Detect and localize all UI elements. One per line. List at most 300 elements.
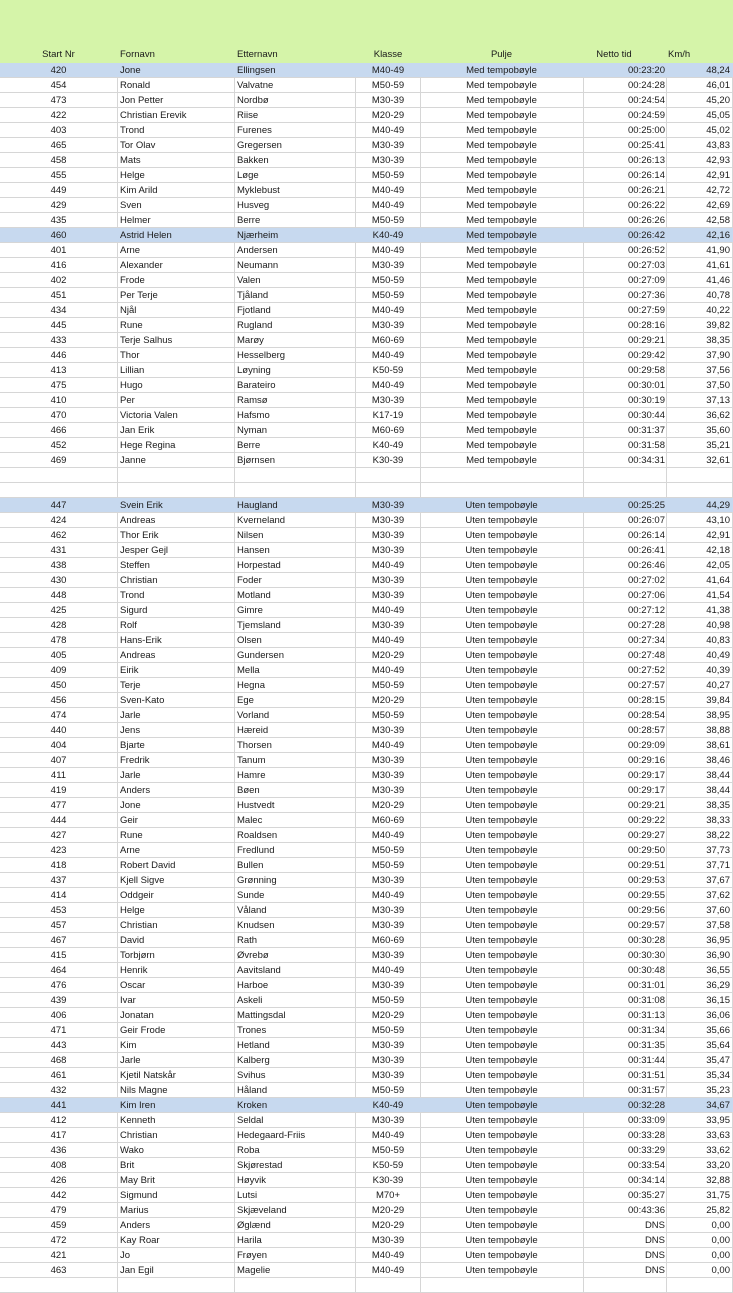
cell-start-nr: 433 <box>50 335 67 346</box>
cell-pulje: Uten tempobøyle <box>465 860 538 871</box>
table-row <box>0 78 733 93</box>
cell-kmh: 25,82 <box>706 1205 730 1216</box>
cell-netto-tid: 00:29:56 <box>628 905 665 916</box>
cell-fornavn: Hugo <box>120 380 143 391</box>
cell-pulje: Med tempobøyle <box>466 350 537 361</box>
cell-kmh: 42,93 <box>706 155 730 166</box>
table-row <box>0 978 733 993</box>
cell-fornavn: Thor Erik <box>120 530 159 541</box>
cell-klasse: M40-49 <box>371 665 405 676</box>
table-row <box>0 138 733 153</box>
table-row <box>0 963 733 978</box>
cell-start-nr: 405 <box>50 650 67 661</box>
cell-klasse: M30-39 <box>371 545 405 556</box>
cell-fornavn: Andreas <box>120 650 156 661</box>
cell-fornavn: Mats <box>120 155 141 166</box>
cell-fornavn: Jarle <box>120 770 141 781</box>
cell-etternavn: Ellingsen <box>237 65 276 76</box>
cell-klasse: M50-59 <box>371 170 405 181</box>
cell-kmh: 0,00 <box>711 1220 730 1231</box>
table-row <box>0 918 733 933</box>
table-row <box>0 543 733 558</box>
cell-fornavn: Hege Regina <box>120 440 176 451</box>
table-row <box>0 663 733 678</box>
cell-klasse: M30-39 <box>371 920 405 931</box>
cell-klasse: M40-49 <box>371 1250 405 1261</box>
cell-klasse: M50-59 <box>371 1145 405 1156</box>
cell-start-nr: 440 <box>50 725 67 736</box>
cell-fornavn: Helge <box>120 170 145 181</box>
cell-kmh: 39,84 <box>706 695 730 706</box>
cell-netto-tid: 00:35:27 <box>628 1190 665 1201</box>
cell-netto-tid: 00:31:01 <box>628 980 665 991</box>
cell-netto-tid: 00:26:21 <box>628 185 665 196</box>
cell-kmh: 40,83 <box>706 635 730 646</box>
cell-etternavn: Løge <box>237 170 259 181</box>
cell-klasse: K40-49 <box>372 440 404 451</box>
cell-klasse: M30-39 <box>371 905 405 916</box>
cell-pulje: Uten tempobøyle <box>465 650 538 661</box>
cell-etternavn: Hæreid <box>237 725 269 736</box>
cell-pulje: Uten tempobøyle <box>465 875 538 886</box>
cell-netto-tid: 00:26:41 <box>628 545 665 556</box>
cell-klasse: M30-39 <box>371 1235 405 1246</box>
cell-klasse: M50-59 <box>371 860 405 871</box>
cell-kmh: 41,64 <box>706 575 730 586</box>
table-row <box>0 408 733 423</box>
cell-fornavn: Rune <box>120 830 143 841</box>
cell-kmh: 41,54 <box>706 590 730 601</box>
cell-netto-tid: 00:29:09 <box>628 740 665 751</box>
table-row <box>0 498 733 513</box>
cell-etternavn: Motland <box>237 590 271 601</box>
table-row <box>0 213 733 228</box>
cell-kmh: 34,67 <box>706 1100 730 1111</box>
cell-kmh: 33,95 <box>706 1115 730 1126</box>
cell-klasse: M40-49 <box>371 635 405 646</box>
cell-etternavn: Våland <box>237 905 267 916</box>
cell-kmh: 36,90 <box>706 950 730 961</box>
cell-fornavn: Fredrik <box>120 755 150 766</box>
cell-pulje: Med tempobøyle <box>466 65 537 76</box>
cell-klasse: M30-39 <box>371 155 405 166</box>
cell-netto-tid: 00:43:36 <box>628 1205 665 1216</box>
cell-etternavn: Neumann <box>237 260 279 271</box>
cell-netto-tid: 00:31:13 <box>628 1010 665 1021</box>
cell-netto-tid: 00:30:19 <box>628 395 665 406</box>
cell-klasse: M40-49 <box>371 350 405 361</box>
cell-kmh: 35,66 <box>706 1025 730 1036</box>
cell-fornavn: Oscar <box>120 980 146 991</box>
cell-kmh: 0,00 <box>711 1250 730 1261</box>
cell-etternavn: Hedegaard-Friis <box>237 1130 306 1141</box>
cell-etternavn: Vorland <box>237 710 270 721</box>
cell-etternavn: Hamre <box>237 770 266 781</box>
cell-fornavn: Jone <box>120 65 141 76</box>
cell-klasse: M40-49 <box>371 1265 405 1276</box>
cell-netto-tid: DNS <box>644 1265 665 1276</box>
table-row <box>0 63 733 78</box>
cell-netto-tid: 00:29:17 <box>628 770 665 781</box>
cell-netto-tid: 00:31:34 <box>628 1025 665 1036</box>
cell-fornavn: Janne <box>120 455 146 466</box>
cell-kmh: 44,29 <box>706 500 730 511</box>
cell-pulje: Med tempobøyle <box>466 425 537 436</box>
cell-start-nr: 477 <box>50 800 67 811</box>
cell-pulje: Med tempobøyle <box>466 215 537 226</box>
table-row <box>0 1023 733 1038</box>
cell-netto-tid: 00:26:07 <box>628 515 665 526</box>
cell-fornavn: Christian <box>120 575 158 586</box>
cell-start-nr: 407 <box>50 755 67 766</box>
cell-fornavn: David <box>120 935 145 946</box>
table-row <box>0 843 733 858</box>
cell-etternavn: Fredlund <box>237 845 275 856</box>
cell-kmh: 40,98 <box>706 620 730 631</box>
cell-kmh: 43,10 <box>706 515 730 526</box>
cell-klasse: M50-59 <box>371 80 405 91</box>
header-start-nr: Start Nr <box>42 49 75 60</box>
cell-fornavn: Sven <box>120 200 142 211</box>
table-row <box>0 1038 733 1053</box>
cell-pulje: Uten tempobøyle <box>465 695 538 706</box>
cell-pulje: Uten tempobøyle <box>465 995 538 1006</box>
cell-pulje: Uten tempobøyle <box>465 1055 538 1066</box>
table-row <box>0 798 733 813</box>
cell-klasse: M50-59 <box>371 275 405 286</box>
cell-etternavn: Haugland <box>237 500 278 511</box>
cell-netto-tid: 00:27:03 <box>628 260 665 271</box>
cell-start-nr: 443 <box>50 1040 67 1051</box>
cell-etternavn: Ege <box>237 695 254 706</box>
cell-start-nr: 408 <box>50 1160 67 1171</box>
cell-pulje: Uten tempobøyle <box>465 1130 538 1141</box>
cell-kmh: 36,29 <box>706 980 730 991</box>
cell-kmh: 35,64 <box>706 1040 730 1051</box>
cell-start-nr: 424 <box>50 515 67 526</box>
cell-pulje: Med tempobøyle <box>466 95 537 106</box>
cell-netto-tid: 00:34:14 <box>628 1175 665 1186</box>
cell-fornavn: Arne <box>120 245 141 256</box>
cell-netto-tid: 00:30:01 <box>628 380 665 391</box>
cell-kmh: 0,00 <box>711 1235 730 1246</box>
cell-netto-tid: DNS <box>644 1250 665 1261</box>
cell-fornavn: Kim <box>120 1040 137 1051</box>
table-row <box>0 363 733 378</box>
cell-pulje: Med tempobøyle <box>466 365 537 376</box>
cell-netto-tid: 00:26:42 <box>628 230 665 241</box>
table-row <box>0 558 733 573</box>
cell-etternavn: Kalberg <box>237 1055 270 1066</box>
cell-etternavn: Seldal <box>237 1115 264 1126</box>
cell-netto-tid: 00:27:12 <box>628 605 665 616</box>
cell-fornavn: Ivar <box>120 995 136 1006</box>
cell-start-nr: 473 <box>50 95 67 106</box>
table-row <box>0 273 733 288</box>
cell-start-nr: 452 <box>50 440 67 451</box>
cell-netto-tid: 00:29:21 <box>628 335 665 346</box>
cell-kmh: 37,56 <box>706 365 730 376</box>
cell-netto-tid: 00:28:57 <box>628 725 665 736</box>
table-row <box>0 633 733 648</box>
cell-start-nr: 439 <box>50 995 67 1006</box>
cell-kmh: 42,58 <box>706 215 730 226</box>
cell-fornavn: Christian Erevik <box>120 110 187 121</box>
cell-pulje: Uten tempobøyle <box>465 1235 538 1246</box>
cell-klasse: M50-59 <box>371 845 405 856</box>
cell-klasse: M50-59 <box>371 995 405 1006</box>
cell-start-nr: 466 <box>50 425 67 436</box>
table-row <box>0 333 733 348</box>
cell-pulje: Uten tempobøyle <box>465 980 538 991</box>
cell-fornavn: Kim Arild <box>120 185 158 196</box>
cell-fornavn: Nils Magne <box>120 1085 168 1096</box>
cell-etternavn: Husveg <box>237 200 270 211</box>
cell-klasse: K50-59 <box>372 1160 404 1171</box>
cell-etternavn: Ramsø <box>237 395 268 406</box>
cell-etternavn: Foder <box>237 575 262 586</box>
cell-kmh: 38,88 <box>706 725 730 736</box>
cell-kmh: 37,73 <box>706 845 730 856</box>
cell-pulje: Uten tempobøyle <box>465 1115 538 1126</box>
cell-klasse: M20-29 <box>371 650 405 661</box>
cell-netto-tid: 00:33:09 <box>628 1115 665 1126</box>
cell-pulje: Med tempobøyle <box>466 410 537 421</box>
cell-klasse: M70+ <box>375 1190 401 1201</box>
cell-kmh: 46,01 <box>706 80 730 91</box>
cell-etternavn: Magelie <box>237 1265 271 1276</box>
header-fornavn: Fornavn <box>120 49 155 60</box>
cell-fornavn: May Brit <box>120 1175 155 1186</box>
cell-fornavn: Bjarte <box>120 740 145 751</box>
cell-klasse: M20-29 <box>371 1010 405 1021</box>
cell-klasse: M20-29 <box>371 110 405 121</box>
cell-netto-tid: 00:27:02 <box>628 575 665 586</box>
cell-etternavn: Skjæveland <box>237 1205 287 1216</box>
table-row <box>0 1113 733 1128</box>
cell-klasse: M30-39 <box>371 1115 405 1126</box>
cell-start-nr: 469 <box>50 455 67 466</box>
cell-netto-tid: 00:29:57 <box>628 920 665 931</box>
cell-start-nr: 403 <box>50 125 67 136</box>
cell-start-nr: 422 <box>50 110 67 121</box>
cell-klasse: M30-39 <box>371 770 405 781</box>
table-row <box>0 183 733 198</box>
cell-etternavn: Bullen <box>237 860 264 871</box>
cell-netto-tid: 00:31:44 <box>628 1055 665 1066</box>
cell-etternavn: Bakken <box>237 155 269 166</box>
table-row <box>0 933 733 948</box>
cell-pulje: Uten tempobøyle <box>465 1220 538 1231</box>
cell-etternavn: Malec <box>237 815 263 826</box>
cell-klasse: M40-49 <box>371 65 405 76</box>
cell-start-nr: 455 <box>50 170 67 181</box>
cell-kmh: 40,22 <box>706 305 730 316</box>
cell-start-nr: 421 <box>50 1250 67 1261</box>
cell-kmh: 41,61 <box>706 260 730 271</box>
cell-fornavn: Marius <box>120 1205 149 1216</box>
cell-kmh: 39,82 <box>706 320 730 331</box>
cell-etternavn: Roaldsen <box>237 830 278 841</box>
cell-kmh: 41,46 <box>706 275 730 286</box>
cell-netto-tid: 00:29:55 <box>628 890 665 901</box>
cell-kmh: 38,22 <box>706 830 730 841</box>
cell-netto-tid: 00:30:48 <box>628 965 665 976</box>
header-netto-tid: Netto tid <box>596 49 632 60</box>
cell-etternavn: Lutsi <box>237 1190 258 1201</box>
cell-netto-tid: 00:32:28 <box>628 1100 665 1111</box>
table-row <box>0 618 733 633</box>
cell-pulje: Med tempobøyle <box>466 260 537 271</box>
cell-start-nr: 441 <box>50 1100 67 1111</box>
cell-etternavn: Øvrebø <box>237 950 269 961</box>
cell-klasse: M50-59 <box>371 710 405 721</box>
cell-fornavn: Svein Erik <box>120 500 163 511</box>
cell-kmh: 42,91 <box>706 530 730 541</box>
cell-fornavn: Kim Iren <box>120 1100 156 1111</box>
table-row <box>0 1128 733 1143</box>
cell-kmh: 0,00 <box>711 1265 730 1276</box>
cell-pulje: Uten tempobøyle <box>465 740 538 751</box>
cell-klasse: M20-29 <box>371 800 405 811</box>
cell-fornavn: Terje Salhus <box>120 335 173 346</box>
cell-klasse: K30-39 <box>372 455 404 466</box>
cell-netto-tid: 00:31:08 <box>628 995 665 1006</box>
table-row <box>0 1203 733 1218</box>
cell-fornavn: Wako <box>120 1145 144 1156</box>
cell-etternavn: Svihus <box>237 1070 266 1081</box>
cell-etternavn: Tjåland <box>237 290 269 301</box>
cell-etternavn: Aavitsland <box>237 965 281 976</box>
cell-kmh: 45,20 <box>706 95 730 106</box>
cell-kmh: 37,90 <box>706 350 730 361</box>
table-row <box>0 468 733 483</box>
cell-pulje: Med tempobøyle <box>466 230 537 241</box>
cell-fornavn: Thor <box>120 350 140 361</box>
cell-etternavn: Berre <box>237 440 261 451</box>
cell-pulje: Med tempobøyle <box>466 245 537 256</box>
table-row <box>0 768 733 783</box>
cell-etternavn: Fjotland <box>237 305 271 316</box>
table-row <box>0 1008 733 1023</box>
cell-klasse: M40-49 <box>371 125 405 136</box>
table-row <box>0 108 733 123</box>
cell-pulje: Uten tempobøyle <box>465 635 538 646</box>
cell-start-nr: 456 <box>50 695 67 706</box>
cell-etternavn: Thorsen <box>237 740 272 751</box>
table-row <box>0 93 733 108</box>
cell-klasse: M30-39 <box>371 725 405 736</box>
cell-fornavn: Trond <box>120 590 145 601</box>
cell-klasse: M30-39 <box>371 1055 405 1066</box>
table-row <box>0 123 733 138</box>
cell-fornavn: Kay Roar <box>120 1235 160 1246</box>
cell-etternavn: Furenes <box>237 125 272 136</box>
cell-klasse: M30-39 <box>371 1070 405 1081</box>
cell-netto-tid: 00:31:35 <box>628 1040 665 1051</box>
cell-start-nr: 404 <box>50 740 67 751</box>
table-row <box>0 828 733 843</box>
cell-netto-tid: 00:30:44 <box>628 410 665 421</box>
cell-etternavn: Roba <box>237 1145 260 1156</box>
cell-pulje: Uten tempobøyle <box>465 530 538 541</box>
cell-netto-tid: 00:23:20 <box>628 65 665 76</box>
cell-fornavn: Alexander <box>120 260 163 271</box>
cell-etternavn: Tjemsland <box>237 620 281 631</box>
cell-start-nr: 444 <box>50 815 67 826</box>
cell-etternavn: Grønning <box>237 875 277 886</box>
cell-start-nr: 429 <box>50 200 67 211</box>
cell-klasse: M50-59 <box>371 1025 405 1036</box>
table-row <box>0 288 733 303</box>
cell-netto-tid: 00:27:57 <box>628 680 665 691</box>
cell-start-nr: 402 <box>50 275 67 286</box>
cell-etternavn: Kverneland <box>237 515 286 526</box>
cell-pulje: Med tempobøyle <box>466 140 537 151</box>
cell-start-nr: 449 <box>50 185 67 196</box>
cell-etternavn: Valen <box>237 275 261 286</box>
cell-etternavn: Myklebust <box>237 185 280 196</box>
cell-pulje: Uten tempobøyle <box>465 560 538 571</box>
table-row <box>0 513 733 528</box>
cell-etternavn: Knudsen <box>237 920 275 931</box>
cell-kmh: 43,83 <box>706 140 730 151</box>
cell-fornavn: Jon Petter <box>120 95 164 106</box>
cell-fornavn: Robert David <box>120 860 176 871</box>
cell-fornavn: Jan Egil <box>120 1265 154 1276</box>
cell-fornavn: Sven-Kato <box>120 695 165 706</box>
cell-netto-tid: 00:24:59 <box>628 110 665 121</box>
cell-klasse: M30-39 <box>371 95 405 106</box>
cell-pulje: Med tempobøyle <box>466 455 537 466</box>
cell-etternavn: Høyvik <box>237 1175 267 1186</box>
cell-netto-tid: 00:25:41 <box>628 140 665 151</box>
cell-start-nr: 447 <box>50 500 67 511</box>
cell-netto-tid: 00:29:27 <box>628 830 665 841</box>
table-row <box>0 753 733 768</box>
table-row <box>0 1143 733 1158</box>
cell-start-nr: 464 <box>50 965 67 976</box>
cell-kmh: 38,44 <box>706 770 730 781</box>
cell-fornavn: Geir <box>120 815 138 826</box>
cell-fornavn: Astrid Helen <box>120 230 172 241</box>
cell-kmh: 35,60 <box>706 425 730 436</box>
cell-klasse: M60-69 <box>371 935 405 946</box>
cell-klasse: M20-29 <box>371 695 405 706</box>
cell-start-nr: 430 <box>50 575 67 586</box>
cell-etternavn: Njærheim <box>237 230 279 241</box>
table-row <box>0 1248 733 1263</box>
cell-etternavn: Bøen <box>237 785 260 796</box>
header-kmh: Km/h <box>668 49 691 60</box>
table-row <box>0 228 733 243</box>
cell-etternavn: Tanum <box>237 755 266 766</box>
cell-pulje: Uten tempobøyle <box>465 1265 538 1276</box>
cell-pulje: Uten tempobøyle <box>465 680 538 691</box>
cell-fornavn: Per Terje <box>120 290 158 301</box>
table-row <box>0 1158 733 1173</box>
table-row <box>0 603 733 618</box>
cell-fornavn: Hans-Erik <box>120 635 162 646</box>
cell-netto-tid: 00:29:22 <box>628 815 665 826</box>
cell-netto-tid: 00:28:15 <box>628 695 665 706</box>
cell-etternavn: Askeli <box>237 995 263 1006</box>
cell-pulje: Med tempobøyle <box>466 395 537 406</box>
cell-pulje: Uten tempobøyle <box>465 1085 538 1096</box>
cell-klasse: M60-69 <box>371 815 405 826</box>
cell-klasse: M60-69 <box>371 335 405 346</box>
cell-klasse: M30-39 <box>371 785 405 796</box>
